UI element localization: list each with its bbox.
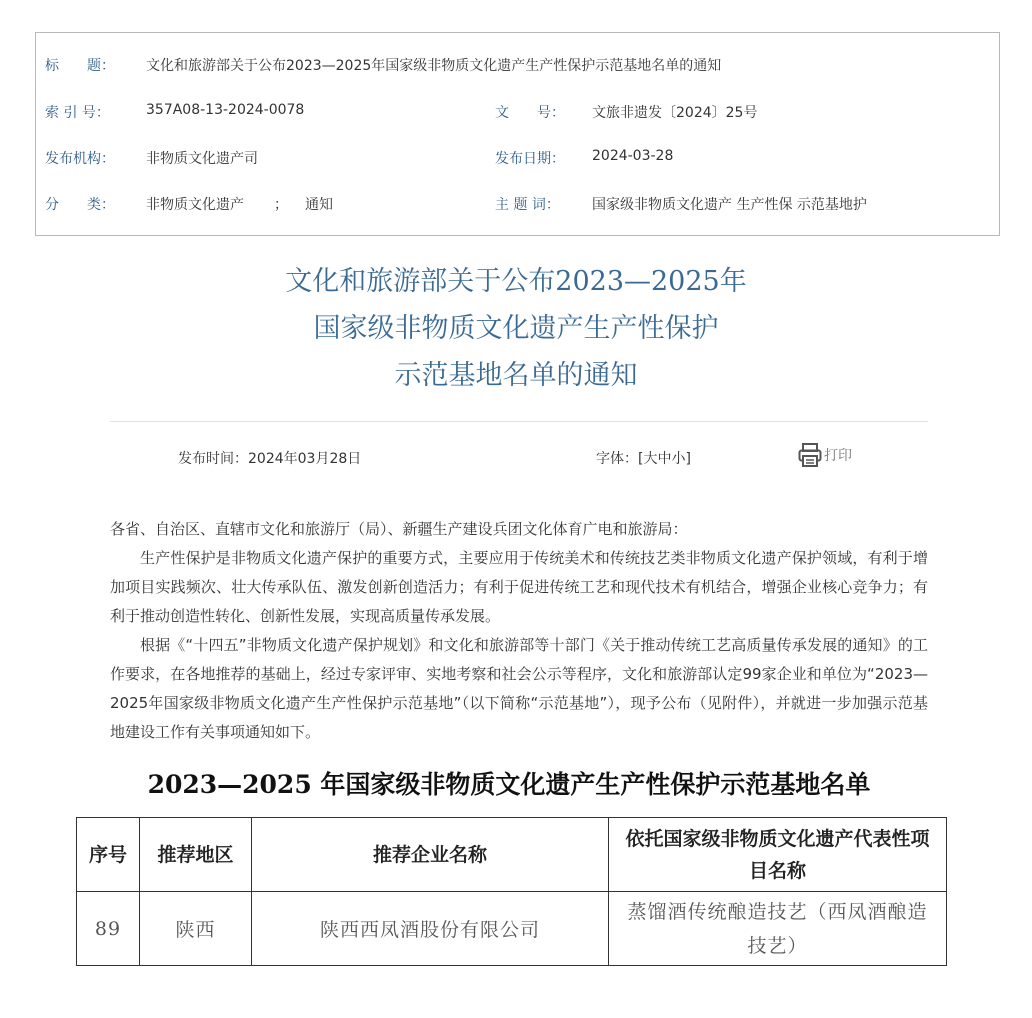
issuer-label: 发布机构：	[45, 151, 115, 167]
meta-row-category	[36, 194, 999, 224]
category-separator: ；	[274, 197, 288, 213]
title-label: 标 题：	[45, 58, 115, 74]
index-value: 357A08-13-2024-0078	[146, 102, 305, 118]
publish-time: 发布时间：2024年03月28日	[178, 451, 362, 467]
date-label: 发布日期：	[495, 151, 565, 167]
meta-row-title	[36, 55, 999, 85]
font-size-switch[interactable]: 字体：[大中小]	[596, 451, 691, 467]
keywords-label: 主 题 词：	[495, 197, 560, 213]
salutation: 各省、自治区、直辖市文化和旅游厅（局）、新疆生产建设兵团文化体育广电和旅游局：	[110, 520, 688, 538]
body-text	[110, 515, 928, 747]
keywords-value: 国家级非物质文化遗产 生产性保 示范基地护	[592, 197, 867, 213]
cell-project: 蒸馏酒传统酿造技艺（西凤酒酿造技艺）	[609, 892, 947, 966]
header-company: 推荐企业名称	[252, 818, 609, 892]
base-table	[76, 817, 947, 966]
document-title	[0, 258, 1032, 399]
title-line-2: 国家级非物质文化遗产生产性保护	[313, 313, 719, 344]
list-title: 2023—2025 年国家级非物质文化遗产生产性保护示范基地名单	[147, 770, 871, 799]
title-value: 文化和旅游部关于公布2023—2025年国家级非物质文化遗产生产性保护示范基地名单的通知	[146, 58, 722, 74]
header-region: 推荐地区	[140, 818, 252, 892]
metadata-box	[35, 32, 1000, 236]
cell-company: 陕西西凤酒股份有限公司	[252, 892, 609, 966]
cell-no: 89	[77, 892, 140, 966]
divider	[110, 421, 928, 422]
table-row	[77, 892, 947, 966]
issuer-value: 非物质文化遗产司	[146, 151, 258, 167]
title-line-3: 示范基地名单的通知	[394, 360, 638, 391]
docno-value: 文旅非遗发〔2024〕25号	[592, 105, 758, 121]
meta-row-index	[36, 102, 999, 132]
paragraph-1: 生产性保护是非物质文化遗产保护的重要方式，主要应用于传统美术和传统技艺类非物质文化遗产保护领域，有利于增加项目实践频次、壮大传承队伍、激发创新创造活力；有利于促进传统工艺和现代技术有机结合，增强企业核心竞争力；有利于推动创造性转化、创新性发展，实现高质量传承发展。	[110, 549, 928, 625]
header-no: 序号	[77, 818, 140, 892]
header-project: 依托国家级非物质文化遗产代表性项目名称	[609, 818, 947, 892]
docno-label: 文 号：	[495, 105, 565, 121]
paragraph-2: 根据《“十四五”非物质文化遗产保护规划》和文化和旅游部等十部门《关于推动传统工艺高质量传承发展的通知》的工作要求，在各地推荐的基础上，经过专家评审、实地考察和社会公示等程序，文化和旅游部认定99家企业和单位为“2023—2025年国家级非物质文化遗产生产性保护示范基地”（以下简称“示范基地”），现予公布（见附件），并就进一步加强示范基地建设工作有关事项通知如下。	[110, 636, 928, 741]
print-label: 打印	[824, 448, 852, 464]
table-header-row	[77, 818, 947, 892]
title-line-1: 文化和旅游部关于公布2023—2025年	[285, 266, 747, 297]
category-value: 非物质文化遗产	[146, 197, 244, 213]
print-button[interactable]	[798, 442, 852, 468]
category-value-2: 通知	[305, 197, 333, 213]
index-label: 索 引 号：	[45, 105, 110, 121]
date-value: 2024-03-28	[592, 148, 674, 164]
meta-row-issuer	[36, 148, 999, 178]
printer-icon	[798, 442, 822, 468]
category-label: 分 类：	[45, 197, 115, 213]
cell-region: 陕西	[140, 892, 252, 966]
